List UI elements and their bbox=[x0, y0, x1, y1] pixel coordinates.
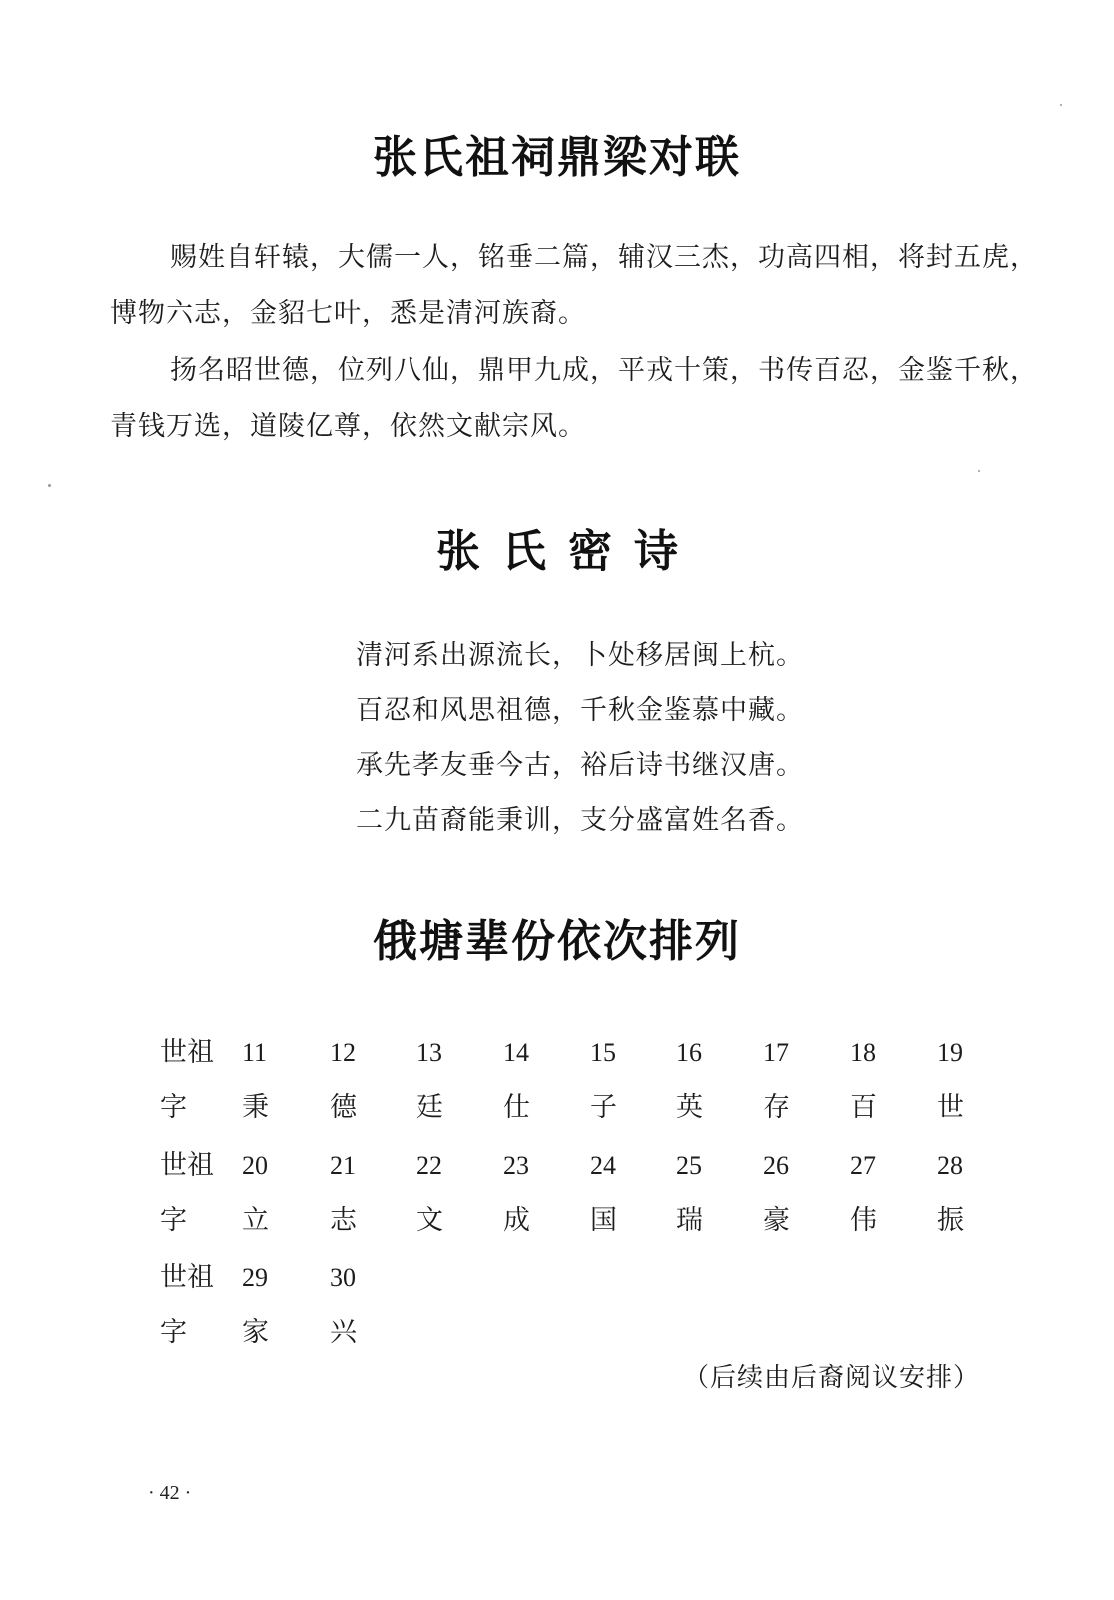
couplet-paragraph-2: 扬名昭世德，位列八仙，鼎甲九成，平戎十策，书传百忍，金鉴千秋，青钱万选，道陵亿尊，依然文献宗风。 bbox=[110, 355, 1038, 442]
table-cell: 德 bbox=[330, 1092, 357, 1123]
scan-speck bbox=[1060, 104, 1062, 106]
table-cell: 瑞 bbox=[676, 1205, 703, 1236]
table-cell: 豪 bbox=[763, 1205, 790, 1236]
table-cell: 子 bbox=[590, 1092, 617, 1123]
couplet-paragraph-1: 赐姓自轩辕，大儒一人，铭垂二篇，辅汉三杰，功高四相，将封五虎，博物六志，金貂七叶，悉是清河族裔。 bbox=[110, 242, 1038, 329]
table-cell: 11 bbox=[242, 1038, 268, 1067]
table-cell: 存 bbox=[763, 1092, 790, 1123]
table-cell: 廷 bbox=[416, 1092, 443, 1123]
table-cell: 18 bbox=[850, 1038, 876, 1067]
poem-line: 承先孝友垂今古，裕后诗书继汉唐。 bbox=[356, 750, 804, 781]
table-cell: 国 bbox=[590, 1205, 617, 1236]
table-cell: 28 bbox=[937, 1151, 963, 1180]
table-cell: 17 bbox=[763, 1038, 789, 1067]
table-cell: 24 bbox=[590, 1151, 616, 1180]
section-title-couplets: 张氏祖祠鼎梁对联 bbox=[373, 132, 741, 183]
generation-number-row bbox=[160, 1138, 1000, 1193]
generation-number-row bbox=[160, 1025, 1000, 1080]
table-cell: 25 bbox=[676, 1151, 702, 1180]
poem-line: 百忍和风思祖德，千秋金鉴慕中藏。 bbox=[356, 695, 804, 726]
table-cell: 成 bbox=[503, 1205, 530, 1236]
table-cell: 29 bbox=[242, 1263, 268, 1292]
poem-line: 二九苗裔能秉训，支分盛富姓名香。 bbox=[356, 805, 804, 836]
page-number: · 42 · bbox=[148, 1482, 192, 1504]
table-cell: 秉 bbox=[242, 1092, 269, 1123]
row-label: 世祖 bbox=[160, 1150, 214, 1181]
row-label: 字 bbox=[160, 1092, 187, 1123]
table-cell: 14 bbox=[503, 1038, 529, 1067]
secret-poem bbox=[356, 628, 804, 848]
table-cell: 19 bbox=[937, 1038, 963, 1067]
section-title-secret-poem: 张氏密诗 bbox=[436, 526, 700, 577]
table-cell: 16 bbox=[676, 1038, 702, 1067]
table-cell: 20 bbox=[242, 1151, 268, 1180]
table-cell: 26 bbox=[763, 1151, 789, 1180]
table-cell: 30 bbox=[330, 1263, 356, 1292]
table-cell: 12 bbox=[330, 1038, 356, 1067]
table-cell: 21 bbox=[330, 1151, 356, 1180]
table-cell: 英 bbox=[676, 1092, 703, 1123]
table-cell: 振 bbox=[937, 1205, 964, 1236]
generation-character-row bbox=[160, 1305, 1000, 1360]
table-cell: 立 bbox=[242, 1205, 269, 1236]
generation-character-row bbox=[160, 1080, 1000, 1135]
footnote: （后续由后裔阅议安排） bbox=[682, 1363, 980, 1393]
generation-character-row bbox=[160, 1193, 1000, 1248]
table-cell: 百 bbox=[850, 1092, 877, 1123]
table-cell: 仕 bbox=[503, 1092, 530, 1123]
table-cell: 13 bbox=[416, 1038, 442, 1067]
table-cell: 家 bbox=[242, 1317, 269, 1348]
row-label: 字 bbox=[160, 1317, 187, 1348]
table-cell: 27 bbox=[850, 1151, 876, 1180]
table-cell: 22 bbox=[416, 1151, 442, 1180]
generation-number-row bbox=[160, 1250, 1000, 1305]
table-cell: 23 bbox=[503, 1151, 529, 1180]
row-label: 字 bbox=[160, 1205, 187, 1236]
table-cell: 15 bbox=[590, 1038, 616, 1067]
poem-line: 清河系出源流长，卜处移居闽上杭。 bbox=[356, 640, 804, 671]
scan-speck bbox=[978, 470, 980, 472]
table-cell: 志 bbox=[330, 1205, 357, 1236]
section-title-generation-order: 俄塘辈份依次排列 bbox=[373, 916, 741, 967]
table-cell: 世 bbox=[937, 1092, 964, 1123]
scan-speck bbox=[48, 484, 51, 487]
row-label: 世祖 bbox=[160, 1262, 214, 1293]
row-label: 世祖 bbox=[160, 1037, 214, 1068]
table-cell: 兴 bbox=[330, 1317, 357, 1348]
table-cell: 文 bbox=[416, 1205, 443, 1236]
table-cell: 伟 bbox=[850, 1205, 877, 1236]
